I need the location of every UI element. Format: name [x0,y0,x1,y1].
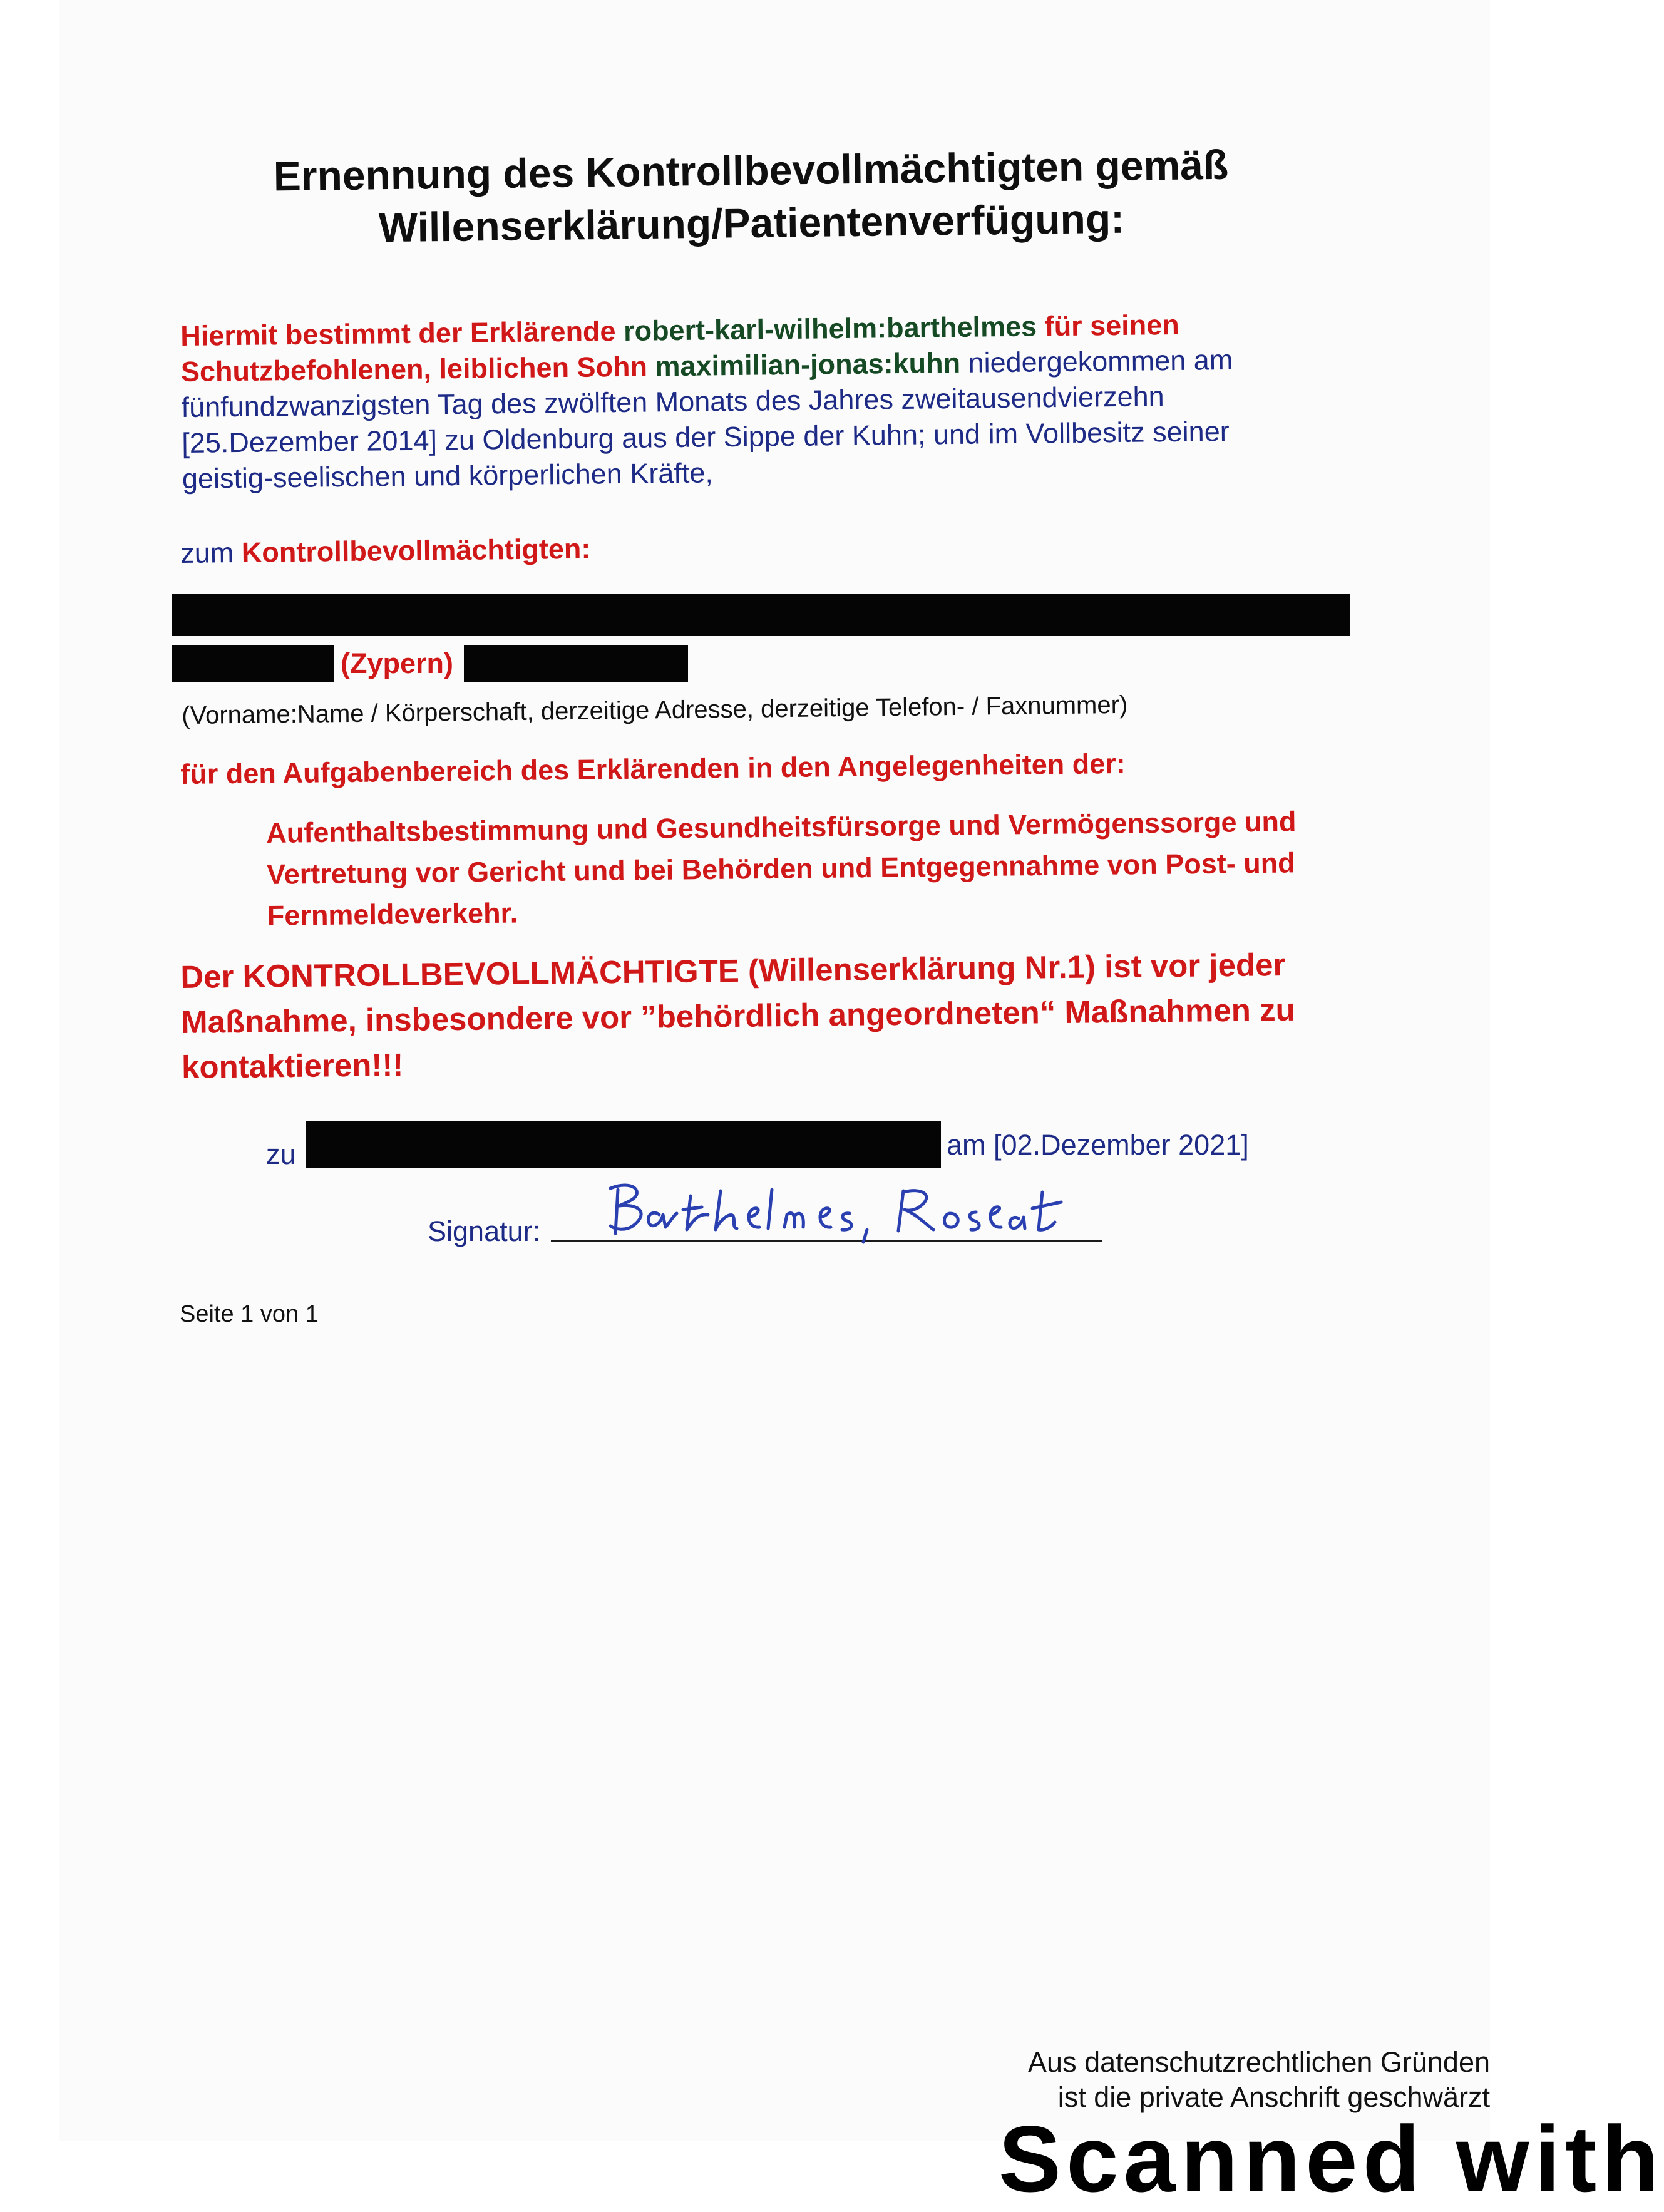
appoint-label: Kontrollbevollmächtigten: [241,532,591,568]
privacy-note [876,2045,1490,2115]
intro-paragraph [180,304,1372,496]
redaction-bar-left [172,645,334,682]
scope-line-2: Vertretung vor Gericht und bei Behörden und Entgegennahme von Post- und [266,846,1295,890]
notice-line-1: Der KONTROLLBEVOLLMÄCHTIGTE (Willenserklärung Nr.1) ist vor jeder [180,946,1286,995]
redaction-bar-right [464,645,688,682]
privacy-note-line-1: Aus datenschutzrechtlichen Gründen [1028,2046,1490,2078]
scope-line-3: Fernmeldeverkehr. [267,897,518,932]
scope-intro: für den Aufgabenbereich des Erklärenden in den Angelegenheiten der: [180,747,1126,790]
signature-scribble [604,1177,1105,1246]
intro-line-4: [25.Dezember 2014] zu Oldenburg aus der Sippe der Kuhn; und im Vollbesitz seiner [181,415,1230,459]
field-caption: (Vorname:Name / Körperschaft, derzeitige Adresse, derzeitige Telefon- / Faxnummer) [182,691,1128,729]
title-line-2: Willenserklärung/Patientenverfügung: [378,195,1125,251]
appoint-heading [180,531,591,571]
scope-line-1: Aufenthaltsbestimmung und Gesundheitsfürsorge und Vermögenssorge und [266,805,1297,849]
intro-text-2: für seinen [1036,308,1179,342]
notice-paragraph [180,941,1371,1090]
country-label: (Zypern) [341,647,453,679]
signature-label: Signatur: [428,1215,541,1247]
intro-text-1: Hiermit bestimmt der Erklärende [180,314,624,352]
intro-line-3: fünfundzwanzigsten Tag des zwölften Monats des Jahres zweitausendvierzehn [181,380,1164,423]
redaction-bar-place [306,1121,941,1168]
place-label: zu [266,1138,296,1170]
notice-line-2: Maßnahme, insbesondere vor ”behördlich angeordneten“ Maßnahmen zu [180,991,1296,1040]
ward-name: maximilian-jonas:kuhn [655,346,961,383]
page-number: Seite 1 von 1 [180,1301,319,1327]
notice-line-3: kontaktieren!!! [181,1046,404,1085]
handwritten-signature [604,1177,1105,1246]
intro-text-3: Schutzbefohlenen, leiblichen Sohn [180,350,655,388]
page-margin [1490,0,1553,2197]
privacy-note-line-2: ist die private Anschrift geschwärzt [1057,2081,1490,2113]
document-title [187,137,1315,256]
redaction-bar-address [172,594,1350,636]
intro-line-5: geistig-seelischen und körperlichen Kräfte, [182,456,714,495]
scope-list [266,800,1394,937]
scanner-watermark: Scanned with [999,2106,1664,2211]
appoint-prefix: zum [180,536,242,569]
title-line-1: Ernennung des Kontrollbevollmächtigten gemäß [273,141,1229,200]
declarant-name: robert-karl-wilhelm:barthelmes [623,310,1037,347]
intro-text-4: niedergekommen am [960,343,1233,379]
date-label: am [02.Dezember 2021] [947,1129,1249,1161]
